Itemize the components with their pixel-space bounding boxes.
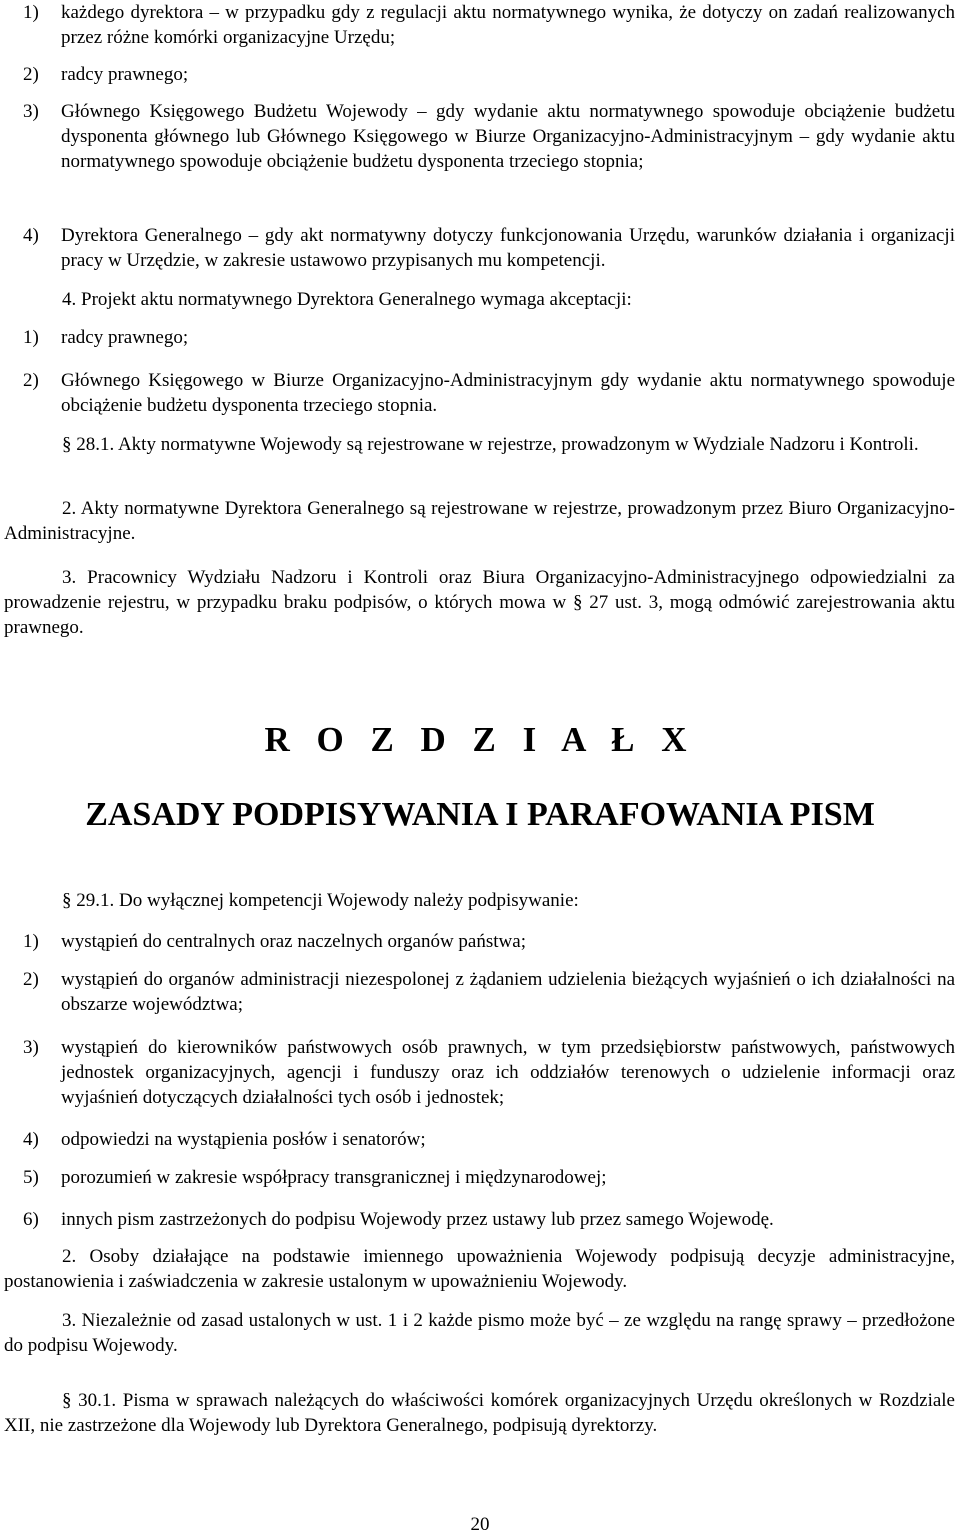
list-text: radcy prawnego;: [61, 327, 189, 348]
paragraph: § 28.1. Akty normatywne Wojewody są rejestrowane w rejestrze, prowadzonym w Wydziale Nadzoru i Kontroli.: [62, 434, 919, 455]
list-number: 1): [23, 327, 39, 348]
list-text: wystąpień do organów administracji niezespolonej z żądaniem udzielenia bieżących wyjaśnień o ich działalności na obszarze województwa;: [61, 969, 955, 1015]
list-text: wystąpień do centralnych oraz naczelnych organów państwa;: [61, 931, 526, 952]
list-item: [23, 929, 955, 954]
list-text: radcy prawnego;: [61, 64, 189, 85]
list-text: wystąpień do kierowników państwowych osób prawnych, w tym przedsiębiorstw państwowych, państwowych jednostek organizacyjnych, agencji i funduszy oraz ich oddziałów terenowych o udzielenie informacji oraz wyjaśnień dotyczących działalności tych osób i jednostek;: [61, 1037, 955, 1108]
list-number: 2): [23, 370, 39, 391]
list-number: 1): [23, 2, 39, 23]
list-text: porozumień w zakresie współpracy transgranicznej i międzynarodowej;: [61, 1167, 607, 1188]
paragraph: 3. Pracownicy Wydziału Nadzoru i Kontroli oraz Biura Organizacyjno-Administracyjnego odpowiedzialni za prowadzenie rejestru, w przypadku braku podpisów, o których mowa w § 27 ust. 3, mogą odmówić zarejestrowania aktu prawnego.: [4, 567, 955, 638]
list-number: 3): [23, 101, 39, 122]
paragraph: 2. Osoby działające na podstawie imiennego upoważnienia Wojewody podpisują decyzje administracyjne, postanowienia i zaświadczenia w zakresie ustalonym w upoważnieniu Wojewody.: [4, 1246, 955, 1292]
paragraph: § 30.1. Pisma w sprawach należących do właściwości komórek organizacyjnych Urzędu określonych w Rozdziale XII, nie zastrzeżone dla Wojewody lub Dyrektora Generalnego, podpisują dyrektorzy.: [4, 1390, 955, 1436]
list-item: [23, 1035, 955, 1110]
list-item: [23, 0, 955, 50]
list-number: 4): [23, 225, 39, 246]
list-item: [23, 99, 955, 174]
paragraph: 3. Niezależnie od zasad ustalonych w ust. 1 i 2 każde pismo może być – ze względu na rangę sprawy – przedłożone do podpisu Wojewody.: [4, 1310, 955, 1356]
list-number: 1): [23, 931, 39, 952]
list-item: [23, 967, 955, 1017]
list-item: [23, 223, 955, 273]
list-number: 4): [23, 1129, 39, 1150]
page-number: 20: [470, 1514, 490, 1535]
chapter-title: ZASADY PODPISYWANIA I PARAFOWANIA PISM: [85, 796, 875, 833]
list-text: odpowiedzi na wystąpienia posłów i senatorów;: [61, 1129, 426, 1150]
list-number: 3): [23, 1037, 39, 1058]
list-text: Dyrektora Generalnego – gdy akt normatywny dotyczy funkcjonowania Urzędu, warunków działania i organizacji pracy w Urzędzie, w zakresie ustawowo przypisanych mu kompetencji.: [61, 225, 955, 271]
list-item: [23, 1165, 955, 1190]
list-number: 6): [23, 1209, 39, 1230]
list-item: [23, 62, 955, 87]
list-item: [23, 325, 955, 350]
list-text: innych pism zastrzeżonych do podpisu Wojewody przez ustawy lub przez samego Wojewodę.: [61, 1209, 774, 1230]
list-number: 5): [23, 1167, 39, 1188]
paragraph: 4. Projekt aktu normatywnego Dyrektora Generalnego wymaga akceptacji:: [62, 289, 632, 310]
paragraph: § 29.1. Do wyłącznej kompetencji Wojewody należy podpisywanie:: [62, 890, 579, 911]
list-text: każdego dyrektora – w przypadku gdy z regulacji aktu normatywnego wynika, że dotyczy on zadań realizowanych przez różne komórki organizacyjne Urzędu;: [61, 2, 955, 48]
list-item: [23, 368, 955, 418]
list-item: [23, 1207, 955, 1232]
list-number: 2): [23, 64, 39, 85]
list-text: Głównego Księgowego w Biurze Organizacyjno-Administracyjnym gdy wydanie aktu normatywnego spowoduje obciążenie budżetu dysponenta trzeciego stopnia.: [61, 370, 955, 416]
chapter-heading: R O Z D Z I A Ł X: [264, 720, 696, 759]
list-number: 2): [23, 969, 39, 990]
list-item: [23, 1127, 955, 1152]
list-text: Głównego Księgowego Budżetu Wojewody – gdy wydanie aktu normatywnego spowoduje obciążenie budżetu dysponenta głównego lub Głównego Księgowego w Biurze Organizacyjno-Administracyjnym – gdy wydanie aktu normatywnego spowoduje obciążenie budżetu dysponenta trzeciego stopnia;: [61, 101, 955, 172]
paragraph: 2. Akty normatywne Dyrektora Generalnego są rejestrowane w rejestrze, prowadzonym przez Biuro Organizacyjno-Administracyjne.: [4, 498, 955, 544]
